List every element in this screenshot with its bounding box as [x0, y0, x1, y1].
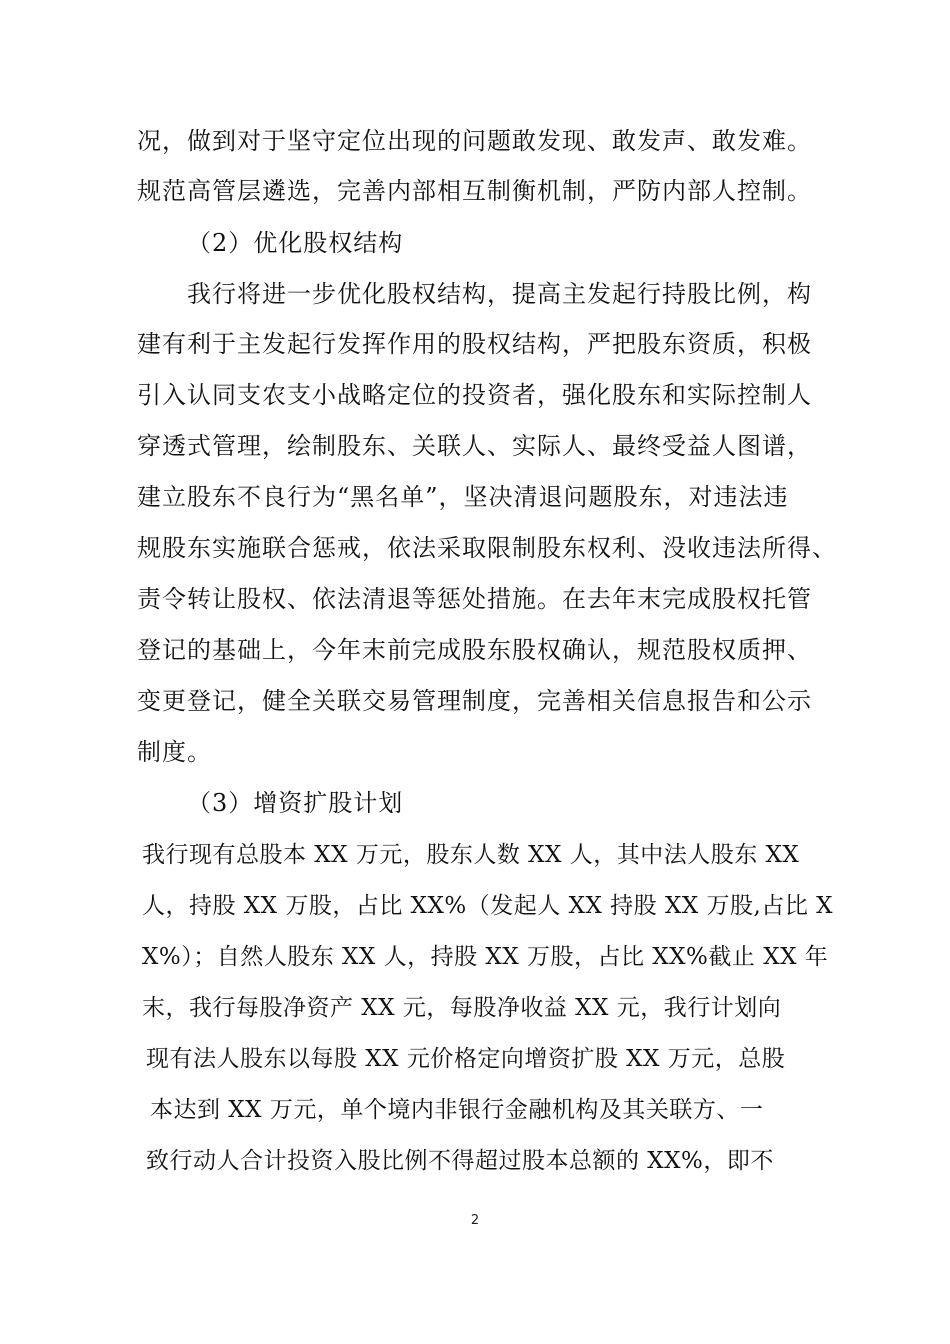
section-heading: （2）优化股权结构	[187, 229, 404, 257]
paragraph-line: 建有利于主发起行发挥作用的股权结构，严把股东资质，积极	[137, 330, 812, 358]
paragraph-line: 我行现有总股本 XX 万元，股东人数 XX 人，其中法人股东 XX	[142, 842, 800, 868]
paragraph-line: 规范高管层遴选，完善内部相互制衡机制，严防内部人控制。	[137, 177, 812, 205]
page-number: 2	[470, 1213, 480, 1228]
paragraph-line: 登记的基础上，今年末前完成股东股权确认，规范股权质押、	[137, 636, 812, 664]
paragraph-line: 况，做到对于坚守定位出现的问题敢发现、敢发声、敢发难。	[137, 127, 812, 155]
paragraph-line: 人，持股 XX 万股，占比 XX%（发起人 XX 持股 XX 万股,占比 X	[142, 893, 834, 919]
paragraph-line: 制度。	[137, 738, 212, 766]
paragraph-line: 我行将进一步优化股权结构，提高主发起行持股比例，构	[187, 280, 812, 308]
paragraph-line: 致行动人合计投资入股比例不得超过股本总额的 XX%，即不	[146, 1148, 774, 1174]
paragraph-line: 责令转让股权、依法清退等惩处措施。在去年末完成股权托管	[137, 585, 812, 613]
paragraph-line: X%）；自然人股东 XX 人，持股 XX 万股，占比 XX%截止 XX 年	[142, 944, 829, 970]
paragraph-line: 建立股东不良行为“黑名单”，坚决清退问题股东，对违法违	[137, 483, 789, 511]
paragraph-line: 末，我行每股净资产 XX 元，每股净收益 XX 元，我行计划向	[142, 995, 782, 1021]
paragraph-line: 穿透式管理，绘制股东、关联人、实际人、最终受益人图谱，	[137, 432, 812, 460]
paragraph-line: 规股东实施联合惩戒，依法采取限制股东权利、没收违法所得、	[137, 534, 837, 562]
paragraph-line: 引入认同支农支小战略定位的投资者，强化股东和实际控制人	[137, 381, 812, 409]
section-heading: （3）增资扩股计划	[187, 789, 404, 817]
paragraph-line: 现有法人股东以每股 XX 元价格定向增资扩股 XX 万元，总股	[146, 1046, 786, 1072]
paragraph-line: 变更登记，健全关联交易管理制度，完善相关信息报告和公示	[137, 687, 812, 715]
paragraph-line: 本达到 XX 万元，单个境内非银行金融机构及其关联方、一	[150, 1097, 764, 1123]
